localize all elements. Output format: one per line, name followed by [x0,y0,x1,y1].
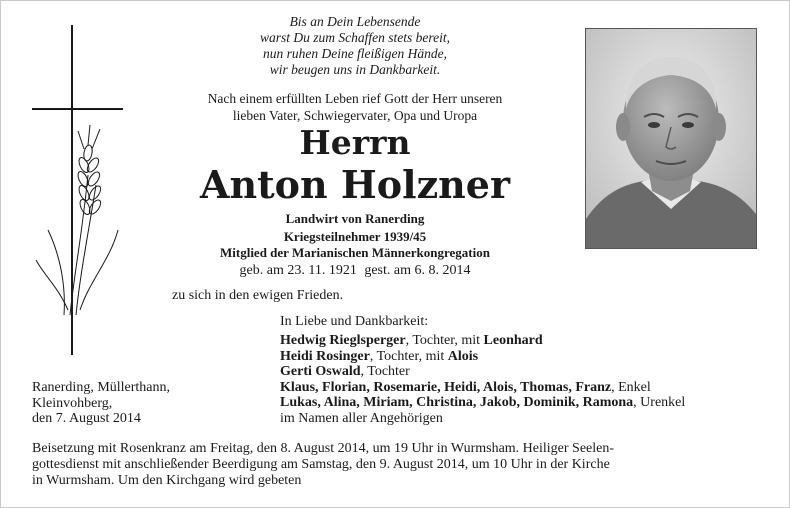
mourners-list [280,333,685,427]
mourner-relation: , Urenkel [633,395,686,411]
footer-line: gottesdienst mit anschließender Beerdigung am Samstag, den 9. August 2014, um 10 Uhr in der Kirche [32,457,610,472]
list-item: im Namen aller Angehörigen [280,410,443,426]
funeral-details [32,441,762,489]
footer-line: Beisetzung mit Rosenkranz am Freitag, den 8. August 2014, um 19 Uhr in Wurmsham. Heiliger Seelen- [32,441,615,456]
poem-line: warst Du zum Schaffen stets bereit, [260,30,450,45]
great-grandchildren-names: Lukas, Alina, Miriam, Christina, Jakob, Dominik, Ramona [280,395,634,411]
intro-line: lieben Vater, Schwiegervater, Opa und Uropa [232,108,478,123]
salutation: Herrn [299,123,411,162]
list-item [280,349,685,365]
title-occupation: Landwirt von Ranerding [285,211,425,226]
title-veteran: Kriegsteilnehmer 1939/45 [283,229,427,244]
location-line: Ranerding, Müllerthann, [32,380,171,395]
death-date: gest. am 6. 8. 2014 [364,263,471,278]
mourner-partner: Leonhard [483,333,543,348]
birth-date: geb. am 23. 11. 1921 [239,263,357,278]
grandchildren-names: Klaus, Florian, Rosemarie, Heidi, Alois, Thomas, Franz [280,379,612,395]
poem [150,14,560,78]
location-line: Kleinvohberg, [32,395,113,411]
portrait-image [586,29,756,248]
footer-line: in Wurmsham. Um den Kirchgang wird gebeten [32,473,302,488]
list-item [280,395,685,411]
mourner-relation: , Tochter, mit [369,348,448,364]
mourner-relation: , Tochter, mit [405,333,484,348]
peace-text: zu sich in den ewigen Frieden. [172,288,344,303]
poem-line: Bis an Dein Lebensende [289,14,421,29]
life-dates [150,262,560,279]
list-item [280,380,685,396]
poem-line: nun ruhen Deine fleißigen Hände, [262,46,448,61]
deceased-name: Anton Holzner [200,162,510,207]
location-line: den 7. August 2014 [32,411,141,427]
intro-text [150,90,560,124]
mourner-relation: , Enkel [611,379,651,395]
list-item [280,364,685,380]
mourner-name: Gerti Oswald [280,364,361,380]
mourner-name: Hedwig Rieglsperger [280,333,406,348]
poem-line: wir beugen uns in Dankbarkeit. [269,62,441,77]
mourner-relation: , Tochter [360,364,410,380]
cross-with-wheat-icon [30,25,125,355]
title-membership: Mitglied der Marianischen Männerkongregation [220,245,490,260]
intro-line: Nach einem erfüllten Leben rief Gott der Herr unseren [207,91,503,106]
mourner-partner: Alois [447,348,479,364]
list-item [280,333,685,349]
thanks-heading: In Liebe und Dankbarkeit: [280,314,429,329]
mourner-name: Heidi Rosinger [280,348,370,364]
portrait-photo [585,28,757,249]
location-date [32,380,170,427]
